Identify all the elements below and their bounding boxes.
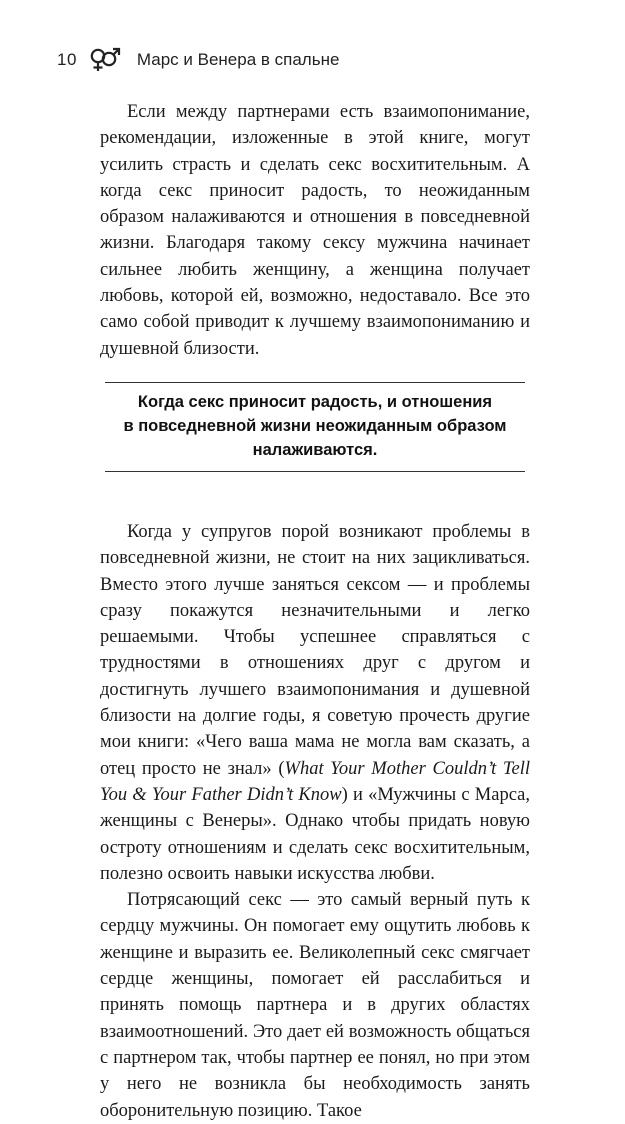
- body-text: [100, 99, 530, 1124]
- paragraph-1: Если между партнерами есть взаимопонимание, рекомендации, изложенные в этой книге, могут усилить страсть и сделать секс восхитительным. А когда секс приносит радость, то неожиданным образом налаживаются и отношения в повседневной жизни. Благодаря такому сексу мужчина начинает сильнее любить женщину, а женщина получает любовь, которой ей, возможно, недоставало. Все это само собой приводит к лучшему взаимопониманию и душевной близости.: [100, 102, 530, 359]
- mars-venus-symbol-icon: [87, 47, 123, 73]
- paragraph-2-text-a: Когда у супругов порой возникают проблемы в повседневной жизни, не стоит на них зацикливаться. Вместо этого лучше заняться сексом — и проблемы сразу покажутся незначительными и легко решаемыми. Чтобы успешнее справляться с трудностями в отношениях друг с другом и достигнуть лучшего взаимопонимания и душевной близости на долгие годы, я советую прочесть другие мои книги: «Чего ваша мама не могла вам сказать, а отец просто не знал» (: [100, 521, 530, 779]
- running-head: [57, 47, 339, 73]
- pullquote-line-3: налаживаются.: [252, 440, 378, 459]
- page-number: 10: [57, 50, 77, 69]
- spacer: [100, 493, 530, 519]
- pullquote-line-2: в повседневной жизни неожиданным образом: [123, 416, 507, 435]
- pullquote: [105, 382, 525, 472]
- paragraph-3: Потрясающий секс — это самый верный путь к сердцу мужчины. Он помогает ему ощутить любовь к женщине и выразить ее. Великолепный секс смягчает сердце женщины, помогает ей расслабиться и принять помощь партнера и в других областях взаимоотношений. Это дает ей возможность общаться с партнером так, чтобы партнер ее понял, но при этом у него не возникла бы необходимость занять оборонительную позицию. Такое: [100, 890, 530, 1121]
- paragraph-2-text-b: ) и «Мужчины с Марса, женщины с Венеры». Однако чтобы придать новую остроту отношениям и сделать секс восхитительным, полезно освоить навыки искусства любви.: [100, 784, 530, 884]
- paragraph-2: [100, 519, 530, 887]
- pullquote-line-1: Когда секс приносит радость, и отношения: [137, 392, 493, 411]
- running-title: Марс и Венера в спальне: [136, 50, 340, 69]
- book-title-en: What Your Mother Couldn’t Tell You & Your Father Didn’t Know: [100, 758, 530, 805]
